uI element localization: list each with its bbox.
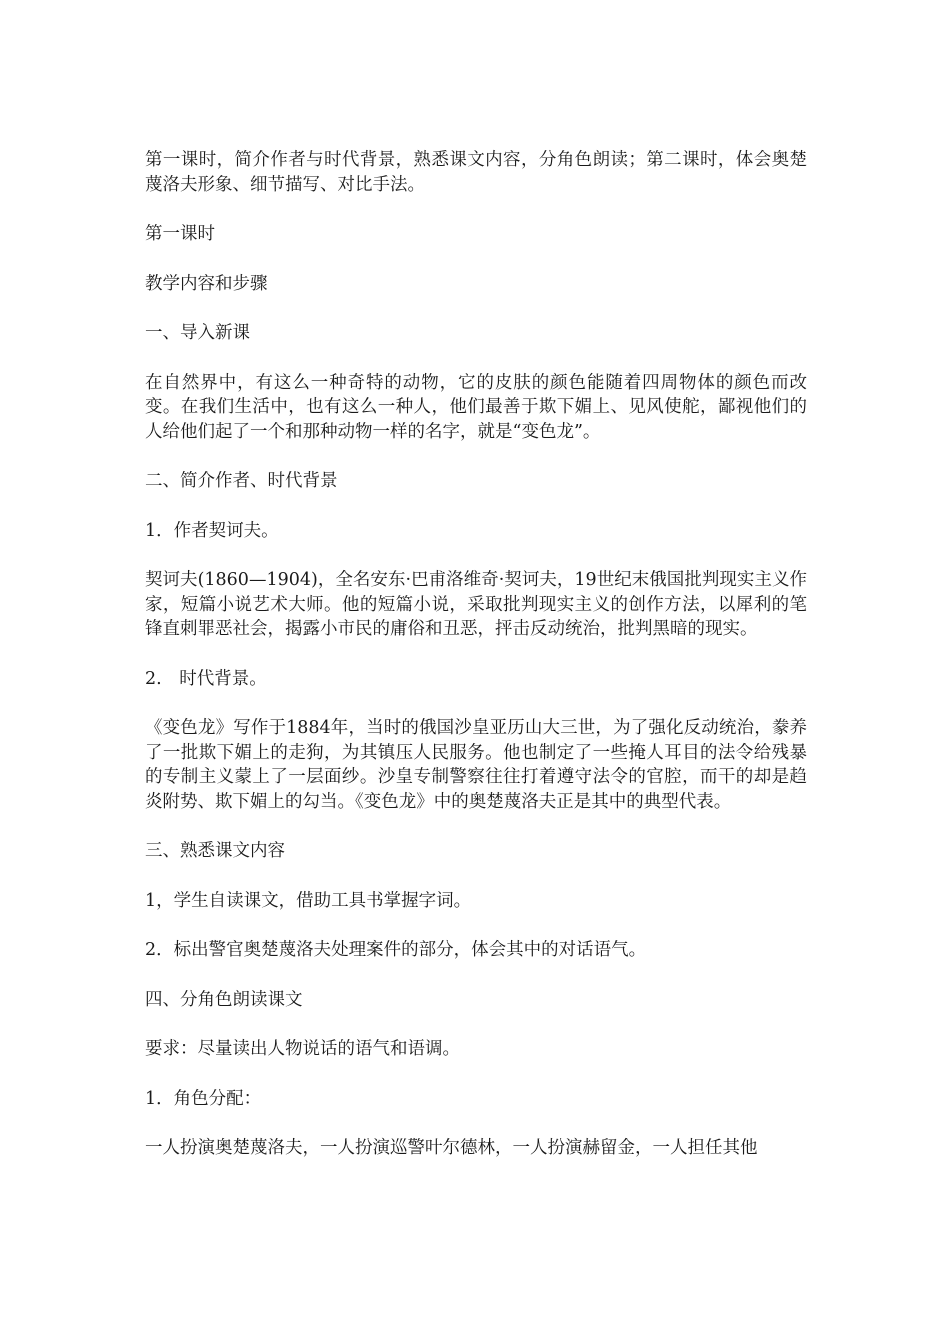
paragraph-lesson-plan-summary: 第一课时，简介作者与时代背景，熟悉课文内容，分角色朗读；第二课时，体会奥楚蔑洛夫形象、细节描写、对比手法。 (145, 150, 807, 195)
heading-teaching-content: 教学内容和步骤 (145, 273, 268, 294)
document-page (145, 148, 807, 1186)
subheading-author: 1．作者契诃夫。 (145, 520, 279, 541)
paragraph-role-assignment: 一人扮演奥楚蔑洛夫，一人扮演巡警叶尔德林，一人扮演赫留金，一人担任其他 (145, 1138, 758, 1158)
subheading-background: 2. 时代背景。 (145, 668, 267, 689)
paragraph-author-bio: 契诃夫(1860—1904)，全名安东·巴甫洛维奇·契诃夫，19世纪末俄国批判现实主义作家，短篇小说艺术大师。他的短篇小说，采取批判现实主义的创作方法，以犀利的笔锋直刺罪恶社会，揭露小市民的庸俗和丑恶，抨击反动统治，批判黑暗的现实。 (145, 570, 807, 639)
paragraph-requirement: 要求：尽量读出人物说话的语气和语调。 (145, 1039, 460, 1059)
heading-first-lesson: 第一课时 (145, 224, 215, 244)
heading-section-2: 二、简介作者、时代背景 (145, 471, 338, 491)
list-item-mark-parts: 2．标出警官奥楚蔑洛夫处理案件的部分，体会其中的对话语气。 (145, 940, 647, 960)
paragraph-introduction: 在自然界中，有这么一种奇特的动物，它的皮肤的颜色能随着四周物体的颜色而改变。在我们生活中，也有这么一种人，他们最善于欺下媚上、见风使舵，鄙视他们的人给他们起了一个和那种动物一样的名字，就是“变色龙”。 (145, 372, 807, 442)
list-item-self-read: 1，学生自读课文，借助工具书掌握字词。 (145, 890, 472, 911)
heading-section-1: 一、导入新课 (145, 323, 250, 343)
heading-section-4: 四、分角色朗读课文 (145, 989, 303, 1010)
heading-section-3: 三、熟悉课文内容 (145, 841, 285, 861)
paragraph-background: 《变色龙》写作于1884年，当时的俄国沙皇亚历山大三世，为了强化反动统治，豢养了一批欺下媚上的走狗，为其镇压人民服务。他也制定了一些掩人耳目的法令给残暴的专制主义蒙上了一层面纱。沙皇专制警察往往打着遵守法令的官腔，而干的却是趋炎附势、欺下媚上的勾当。《变色龙》中的奥楚蔑洛夫正是其中的典型代表。 (145, 718, 807, 812)
subheading-role-assignment: 1．角色分配： (145, 1088, 262, 1109)
